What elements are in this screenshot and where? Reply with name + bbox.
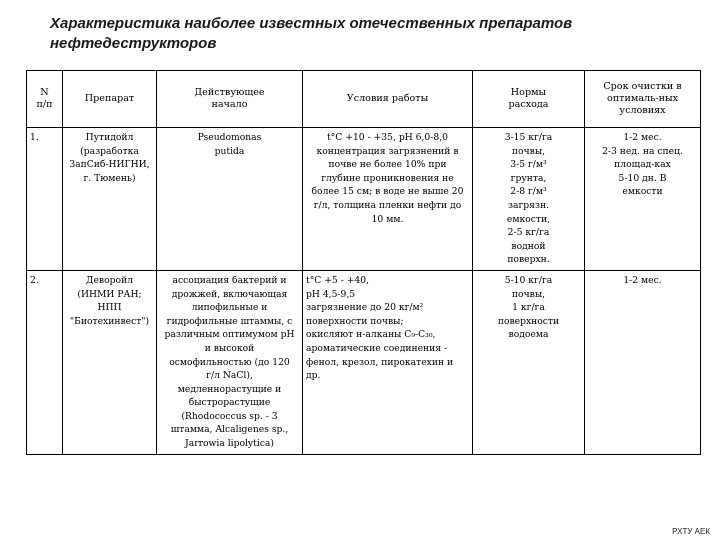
row2-num: 2. — [27, 270, 63, 454]
row1-rates: 3-15 кг/га почвы, 3-5 г/м³ грунта, 2-8 г/м³ загрязн. емкости, 2-5 кг/га водной поверхн. — [473, 128, 585, 271]
header-term: Срок очистки в оптималь-ных условиях — [585, 71, 701, 128]
page-title — [50, 14, 650, 54]
header-agent: Действующее начало — [157, 71, 303, 128]
row2-rates: 5-10 кг/га почвы, 1 кг/га поверхности водоема — [473, 270, 585, 454]
header-preparation: Препарат — [63, 71, 157, 128]
preparations-table — [26, 70, 701, 455]
header-rates: Нормы расхода — [473, 71, 585, 128]
table-header-row — [27, 71, 701, 128]
table-row — [27, 128, 701, 271]
table-row — [27, 270, 701, 454]
title-line-2: нефтедеструкторов — [50, 35, 217, 52]
title-line-1: Характеристика наиболее известных отечественных препаратов — [50, 15, 573, 32]
row1-agent: Pseudomonas putida — [157, 128, 303, 271]
row1-preparation: Путидойл (разработка ЗапСиб-НИГНИ, г. Тюмень) — [63, 128, 157, 271]
row2-term: 1-2 мес. — [585, 270, 701, 454]
row1-term: 1-2 мес. 2-3 нед. на спец. площад-ках 5-10 дн. В емкости — [585, 128, 701, 271]
row2-preparation: Деворойл (ИНМИ РАН; НПП "Биотехинвест") — [63, 270, 157, 454]
row2-conditions: t°C +5 - +40, pH 4,5-9,5 загрязнение до 20 кг/м² поверхности почвы; окисляют н-алканы C₉-C₃₀, ароматические соединения - фенол, крезол, пирокатехин и др. — [303, 270, 473, 454]
row1-num: 1. — [27, 128, 63, 271]
footer-label: РХТУ АЕК — [672, 527, 710, 536]
header-num: N п/п — [27, 71, 63, 128]
row1-conditions: t°C +10 - +35, pH 6,0-8,0 концентрация загрязнений в почве не более 10% при глубине проникновения не более 15 см; в воде не выше 20 г/л, толщина пленки нефти до 10 мм. — [303, 128, 473, 271]
header-conditions: Условия работы — [303, 71, 473, 128]
row2-agent: ассоциация бактерий и дрожжей, включающая липофильные и гидрофильные штаммы, с различным оптимумом pH и высокой осмофильностью (до 120 г/л NaCl), медленнорастущие и быстрорастущие (Rhodococcus sp. - 3 штамма, Alcaligenes sp., Jarrowia lipolytica) — [157, 270, 303, 454]
